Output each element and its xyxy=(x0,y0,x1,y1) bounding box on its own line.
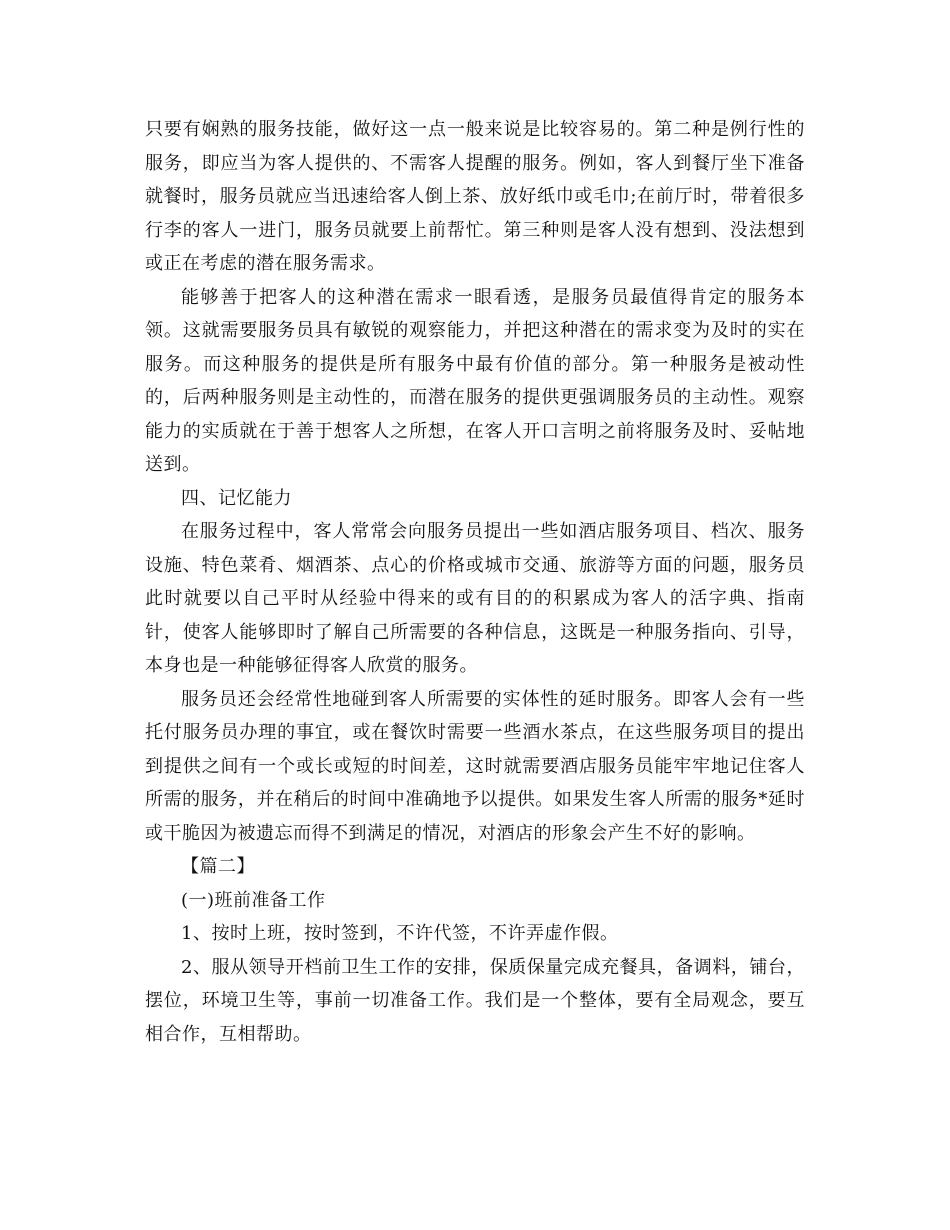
document-body xyxy=(145,113,805,1051)
paragraph-3: 在服务过程中，客人常常会向服务员提出一些如酒店服务项目、档次、服务设施、特色菜肴、烟酒茶、点心的价格或城市交通、旅游等方面的问题，服务员此时就要以自己平时从经验中得来的或有目的的积累成为客人的活字典、指南针，使客人能够即时了解自己所需要的各种信息，这既是一种服务指向、引导，本身也是一种能够征得客人欣赏的服务。 xyxy=(145,521,805,676)
paragraph-1: 只要有娴熟的服务技能，做好这一点一般来说是比较容易的。第二种是例行性的服务，即应当为客人提供的、不需客人提醒的服务。例如，客人到餐厅坐下准备就餐时，服务员就应当迅速给客人倒上茶、放好纸巾或毛巾;在前厅时，带着很多行李的客人一进门，服务员就要上前帮忙。第三种则是客人没有想到、没法想到或正在考虑的潜在服务需求。 xyxy=(145,119,805,274)
list-item-1: 1、按时上班，按时签到，不许代签，不许弄虚作假。 xyxy=(181,923,619,944)
paragraph-2: 能够善于把客人的这种潜在需求一眼看透，是服务员最值得肯定的服务本领。这就需要服务员具有敏锐的观察能力，并把这种潜在的需求变为及时的实在服务。而这种服务的提供是所有服务中最有价值的部分。第一种服务是被动性的，后两种服务则是主动性的，而潜在服务的提供更强调服务员的主动性。观察能力的实质就在于善于想客人之所想，在客人开口言明之前将服务及时、妥帖地送到。 xyxy=(145,286,805,475)
section-heading-memory: 四、记忆能力 xyxy=(181,487,292,509)
subsection-heading: (一)班前准备工作 xyxy=(181,889,326,911)
list-item-2: 2、服从领导开档前卫生工作的安排，保质保量完成充餐具，备调料，铺台，摆位，环境卫生等，事前一切准备工作。我们是一个整体，要有全局观念，要互相合作，互相帮助。 xyxy=(145,956,805,1045)
paragraph-4: 服务员还会经常性地碰到客人所需要的实体性的延时服务。即客人会有一些托付服务员办理的事宜，或在餐饮时需要一些酒水茶点，在这些服务项目的提出到提供之间有一个或长或短的时间差，这时就需要酒店服务员能牢牢地记住客人所需的服务，并在稍后的时间中准确地予以提供。如果发生客人所需的服务*延时或干脆因为被遗忘而得不到满足的情况，对酒店的形象会产生不好的影响。 xyxy=(145,688,805,844)
part-heading: 【篇二】 xyxy=(181,856,255,877)
